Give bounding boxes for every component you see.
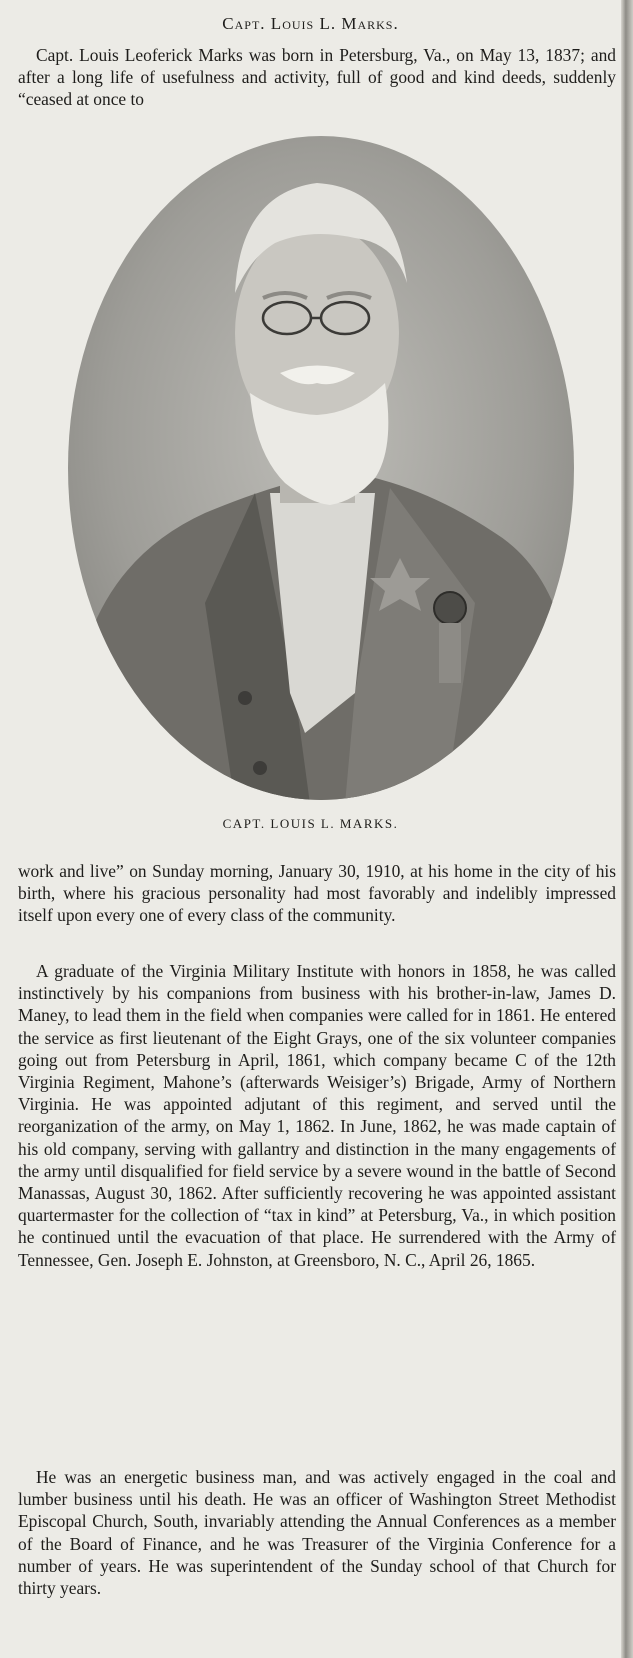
paragraph-military-career: A graduate of the Virginia Military Institute with honors in 1858, he was called instinctively by his companions from business with his brother-in-law, James D. Maney, to lead them in the field when companies were called for in 1861. He entered the service as first lieutenant of the Eight Grays, one of the six volunteer companies going out from Petersburg in April, 1861, which company became C of the 12th Virginia Regiment, Mahone’s (afterwards Weisiger’s) Brigade, Army of Northern Virginia. He was appointed adjutant of this regiment, and served until the reorganization of the army, on May 1, 1862. In June, 1862, he was made captain of his old company, serving with gallantry and distinction in the many engagements of the army until disqualified for field service by a severe wound in the battle of Second Manassas, August 30, 1862. After sufficiently recovering he was appointed assistant quartermaster for the collection of “tax in kind” at Petersburg, Va., in which position he continued until the evacuation of that place. He surrendered with the Army of Tennessee, Gen. Joseph E. Johnston, at Greensboro, N. C., April 26, 1865.: [18, 961, 616, 1270]
medal-badge: [434, 592, 466, 624]
paragraph-business-church: He was an energetic business man, and was actively engaged in the coal and lumber business until his death. He was an officer of Washington Street Methodist Episcopal Church, South, invariably attending the Annual Conferences as a member of the Board of Finance, and he was Treasurer of the Virginia Conference for a number of years. He was superintendent of the Sunday school of that Church for thirty years.: [18, 1467, 616, 1599]
coat-button: [238, 691, 252, 705]
paragraph-intro: Capt. Louis Leoferick Marks was born in Petersburg, Va., on May 13, 1837; and after a long life of usefulness and activity, full of good and kind deeds, suddenly “ceased at once to: [18, 45, 616, 110]
portrait-caption: CAPT. LOUIS L. MARKS.: [222, 816, 399, 831]
medal-ribbon: [439, 623, 461, 683]
paragraph-continued: work and live” on Sunday morning, January 30, 1910, at his home in the city of his birth, where his gracious personality had most favorably and indelibly impressed itself upon every one of every class of the community.: [18, 861, 616, 926]
page-binding-edge: [621, 0, 633, 1658]
coat-button: [253, 761, 267, 775]
portrait-photo: [55, 133, 588, 804]
article-heading: Capt. Louis L. Marks.: [222, 14, 399, 33]
